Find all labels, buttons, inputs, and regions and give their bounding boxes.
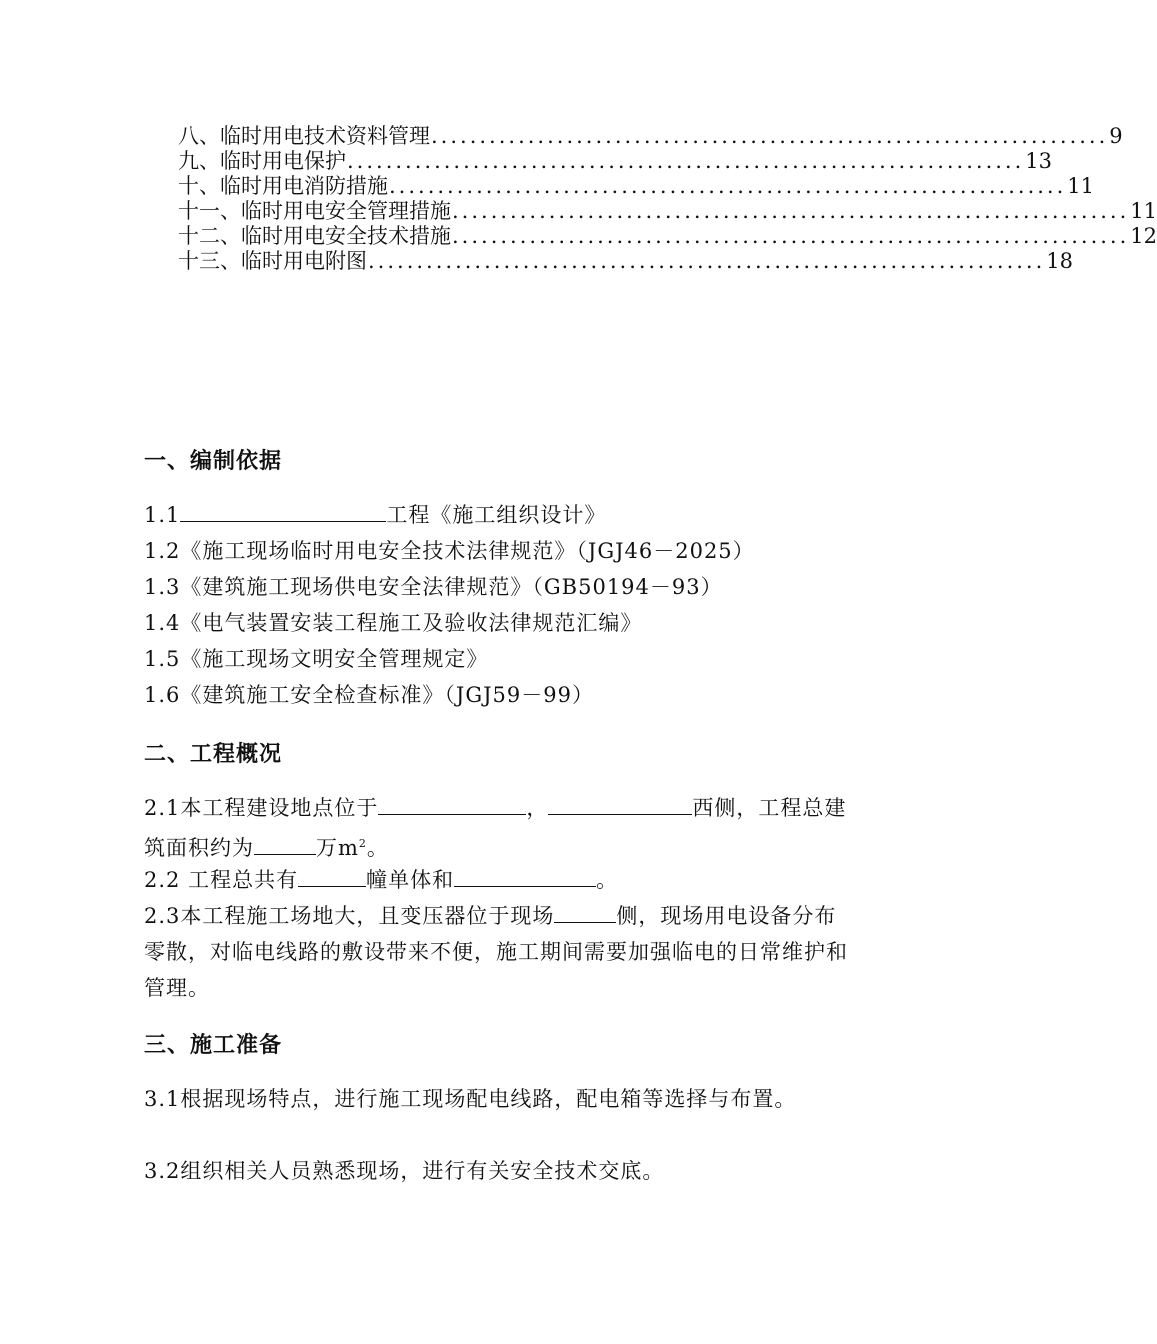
basis-item	[144, 497, 850, 533]
toc-entry-page: 9	[1109, 124, 1123, 148]
toc-entry-page: 11	[1130, 199, 1157, 223]
basis-item: 1.4《电气装置安装工程施工及验收法律规范汇编》	[144, 611, 643, 635]
paragraph-text: 。	[596, 868, 619, 892]
toc-entry-label: 十一、临时用电安全管理措施	[178, 199, 451, 223]
toc-entry[interactable]	[178, 199, 1157, 224]
basis-item-text: 工程《施工组织设计》	[386, 503, 607, 527]
toc-entry[interactable]	[178, 224, 1157, 249]
basis-item-number: 1.1	[144, 503, 181, 527]
paragraph-text: 西侧，工程总建筑面积约为	[144, 796, 847, 860]
paragraph-text: 2.3本工程施工场地大，且变压器位于现场	[144, 904, 555, 928]
overview-paragraph	[144, 862, 850, 898]
toc-leader-dots: ......................................................................	[452, 224, 1130, 248]
toc-entry-label: 十三、临时用电附图	[178, 249, 367, 273]
area-blank[interactable]	[254, 832, 316, 855]
toc-entry-page: 13	[1025, 149, 1053, 173]
toc-entry-label: 十、临时用电消防措施	[178, 174, 388, 198]
paragraph-text: ，	[526, 796, 549, 820]
other-buildings-blank[interactable]	[454, 864, 596, 887]
table-of-contents	[178, 124, 1157, 274]
location-blank[interactable]	[378, 792, 526, 815]
toc-entry-page: 11	[1067, 174, 1095, 198]
toc-leader-dots: ......................................................................	[452, 199, 1130, 223]
toc-entry-page: 18	[1046, 249, 1074, 273]
section-heading: 二、工程概况	[144, 742, 283, 767]
section-heading: 三、施工准备	[144, 1033, 283, 1058]
toc-entry[interactable]	[178, 249, 1074, 274]
basis-item: 1.5《施工现场文明安全管理规定》	[144, 647, 489, 671]
paragraph-text: 2.2 工程总共有	[144, 868, 299, 892]
building-count-blank[interactable]	[298, 864, 366, 887]
project-name-blank[interactable]	[180, 499, 386, 522]
toc-leader-dots: ......................................................................	[431, 124, 1109, 148]
superscript: 2	[358, 837, 367, 850]
toc-leader-dots: ......................................................................	[368, 249, 1046, 273]
road-blank[interactable]	[548, 792, 692, 815]
paragraph-text: 万m	[316, 836, 359, 860]
toc-leader-dots: ......................................................................	[389, 174, 1067, 198]
overview-paragraph	[144, 898, 850, 1006]
paragraph-text: 幢单体和	[366, 868, 455, 892]
basis-item: 1.3《建筑施工现场供电安全法律规范》（GB50194－93）	[144, 575, 723, 599]
toc-entry[interactable]	[178, 174, 1095, 199]
basis-item: 1.6《建筑施工安全检查标准》（JGJ59－99）	[144, 683, 594, 707]
paragraph-text: 2.1本工程建设地点位于	[144, 796, 379, 820]
toc-entry-label: 九、临时用电保护	[178, 149, 346, 173]
toc-entry[interactable]	[178, 124, 1123, 149]
toc-entry[interactable]	[178, 149, 1053, 174]
section-heading: 一、编制依据	[144, 449, 283, 474]
paragraph-text: 。	[366, 836, 389, 860]
toc-leader-dots: ......................................................................	[347, 149, 1025, 173]
basis-item: 1.2《施工现场临时用电安全技术法律规范》（JGJ46－2025）	[144, 539, 755, 563]
overview-paragraph	[144, 790, 850, 866]
preparation-paragraph: 3.2组织相关人员熟悉现场，进行有关安全技术交底。	[144, 1159, 665, 1183]
transformer-side-blank[interactable]	[554, 900, 616, 923]
preparation-paragraph: 3.1根据现场特点，进行施工现场配电线路，配电箱等选择与布置。	[144, 1087, 797, 1111]
paragraph-text: 侧，现场用电设备分布零散，对临电线路的敷设带来不便，施工期间需要加强临电的日常维护和管理。	[144, 904, 848, 1000]
toc-entry-label: 八、临时用电技术资料管理	[178, 124, 430, 148]
toc-entry-label: 十二、临时用电安全技术措施	[178, 224, 451, 248]
toc-entry-page: 12	[1130, 224, 1157, 248]
